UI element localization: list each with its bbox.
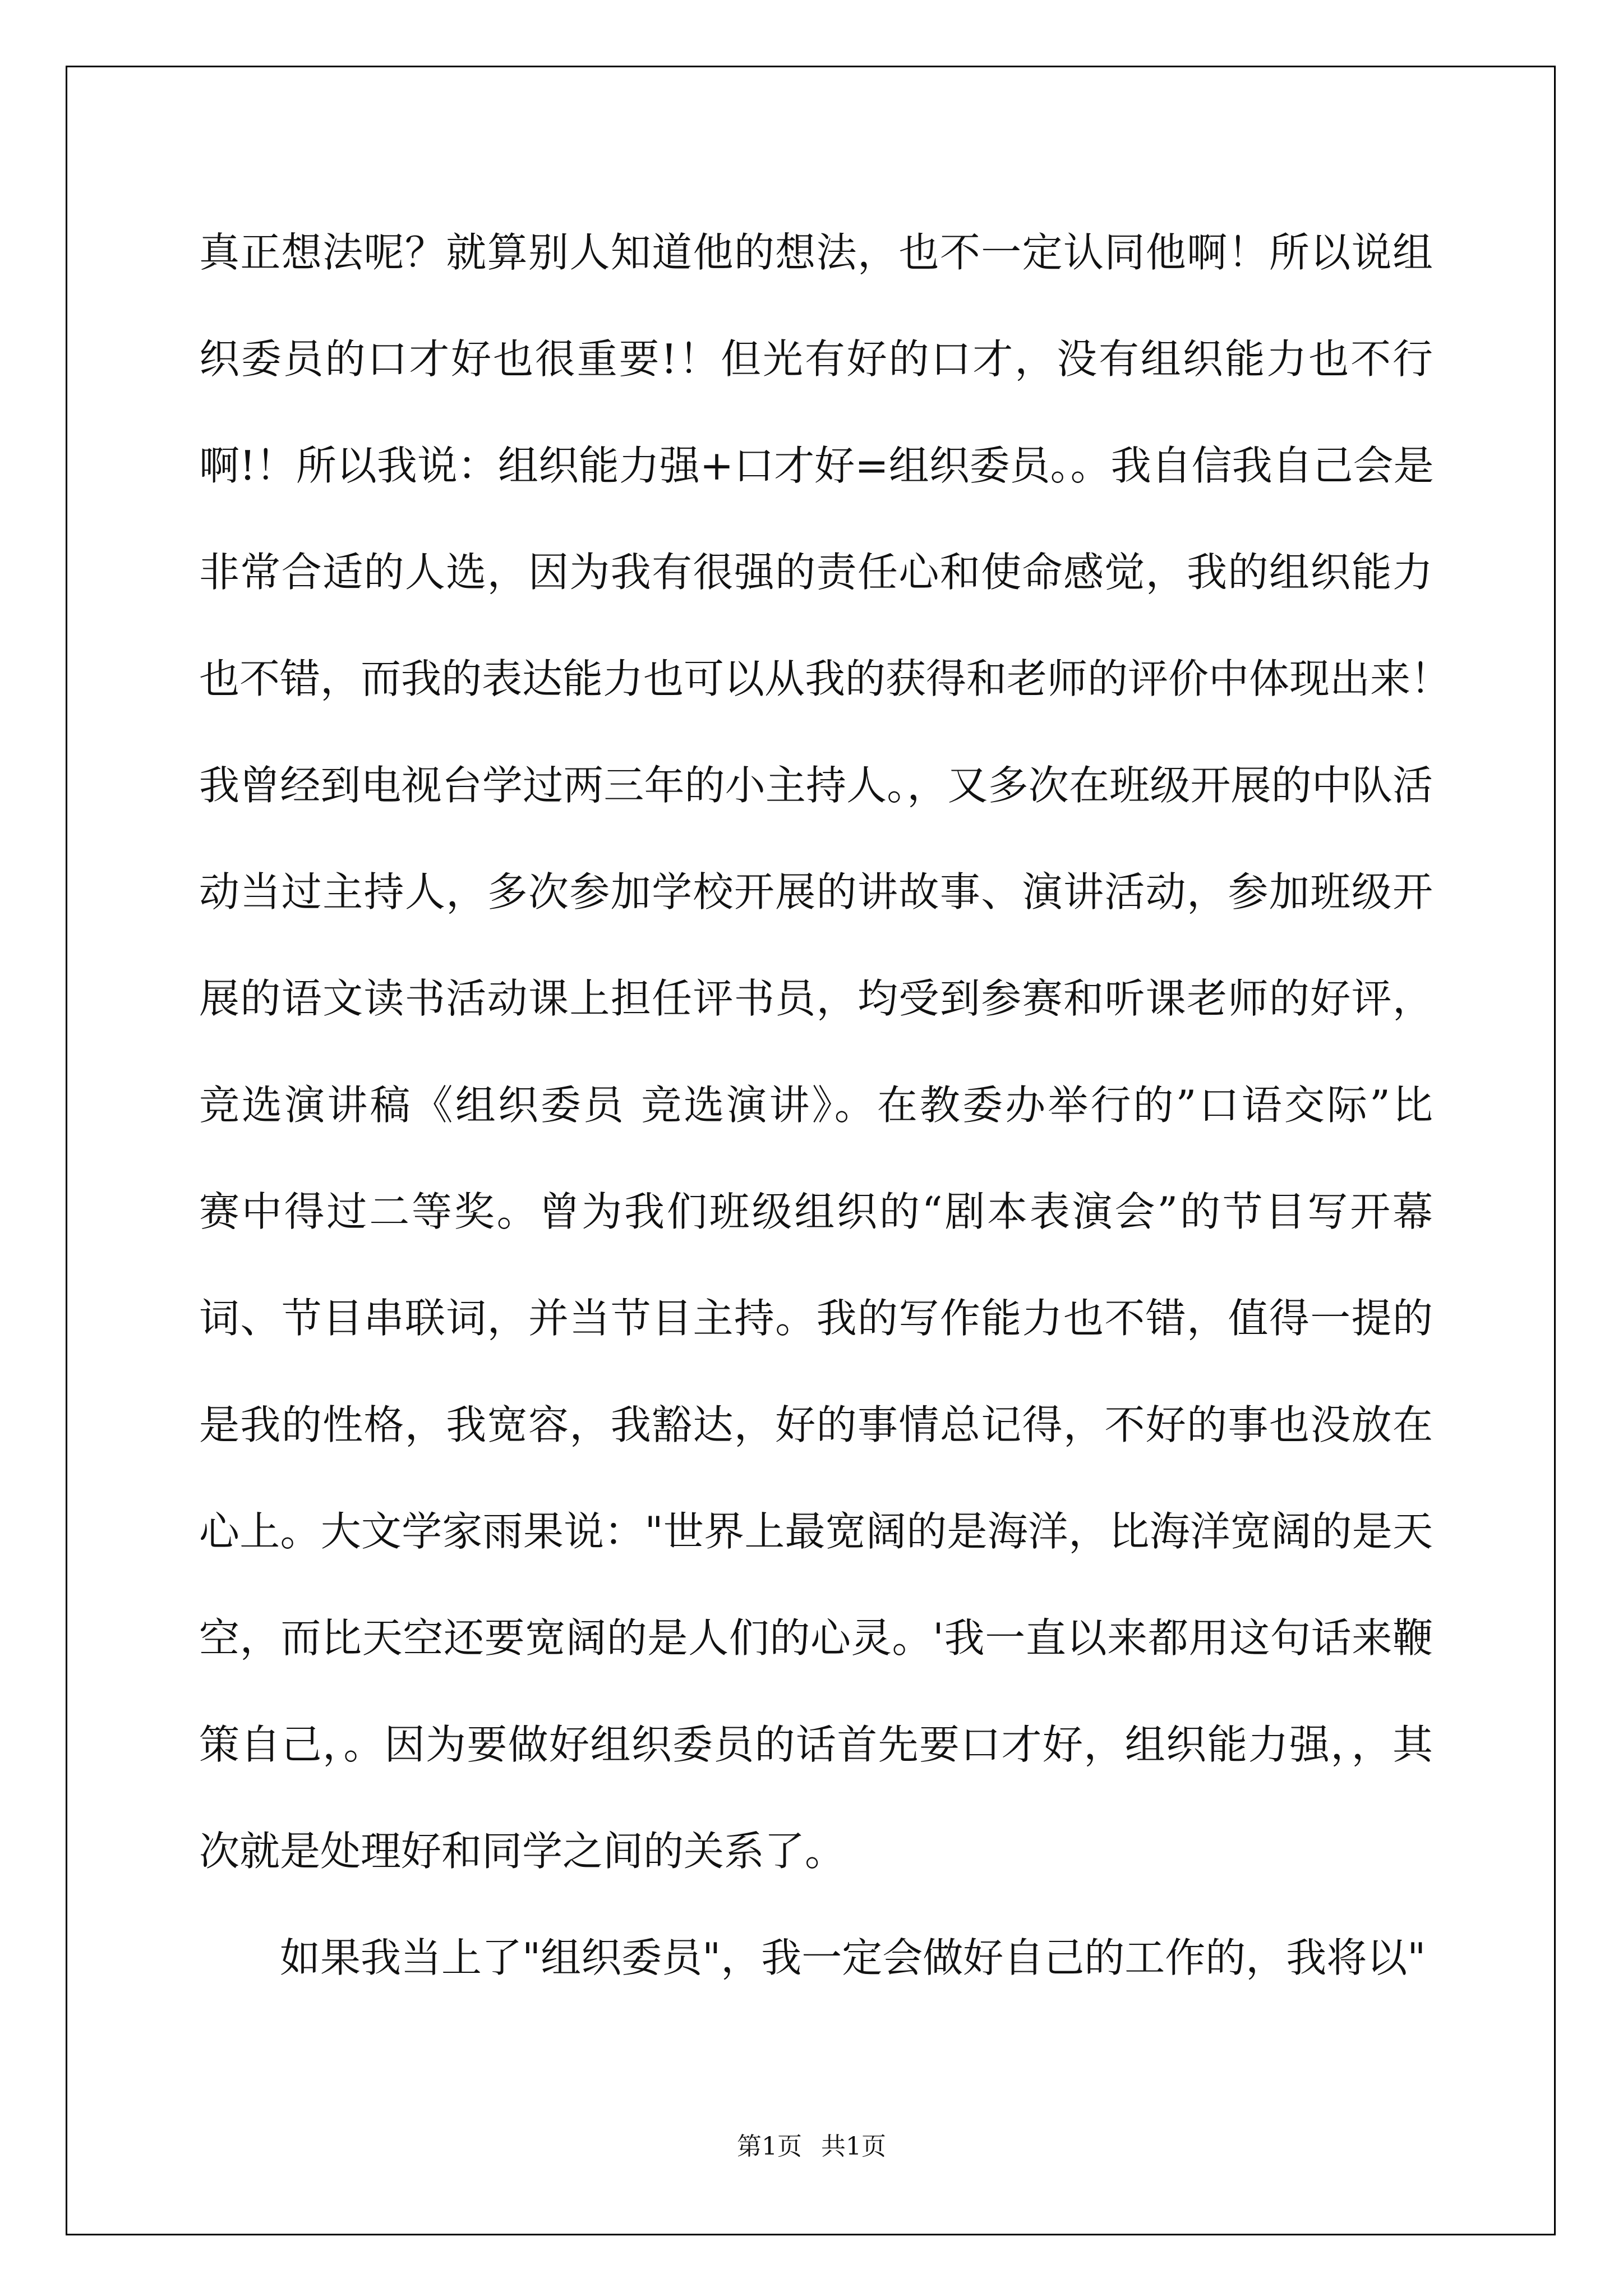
text-line: 织委员的口才好也很重要!！但光有好的口才，没有组织能力也不行 [199,335,1433,383]
text-line: 如果我当上了"组织委员"，我一定会做好自己的工作的，我将以" [280,1934,1426,1981]
page-number: 第1页 [737,2132,802,2161]
text-line: 空，而比天空还要宽阔的是人们的心灵。'我一直以来都用这句话来鞭 [199,1614,1433,1662]
text-line: 是我的性格，我宽容，我豁达，好的事情总记得，不好的事也没放在 [199,1401,1433,1448]
text-line: 啊!！所以我说：组织能力强+口才好=组织委员。。我自信我自己会是 [199,442,1434,489]
text-line: 词、节目串联词，并当节目主持。我的写作能力也不错，值得一提的 [199,1295,1433,1342]
page-total: 共1页 [821,2132,886,2161]
text-line: 赛中得过二等奖。曾为我们班级组织的“剧本表演会”的节目写开幕 [199,1188,1433,1235]
document-body [199,199,1451,2011]
text-line: 次就是处理好和同学之间的关系了。 [199,1828,846,1875]
text-line: 我曾经到电视台学过两三年的小主持人。，又多次在班级开展的中队活 [199,762,1433,809]
text-line: 心上。大文学家雨果说："世界上最宽阔的是海洋，比海洋宽阔的是天 [199,1508,1433,1555]
text-line: 动当过主持人，多次参加学校开展的讲故事、演讲活动，参加班级开 [199,868,1433,915]
text-line: 竞选演讲稿《组织委员 竞选演讲》。在教委办举行的”口语交际”比 [199,1082,1433,1129]
text-line: 真正想法呢？就算别人知道他的想法，也不一定认同他啊！所以说组 [199,229,1433,276]
text-line: 策自己，。因为要做好组织委员的话首先要口才好，组织能力强，，其 [199,1721,1433,1768]
text-line: 非常合适的人选，因为我有很强的责任心和使命感觉，我的组织能力 [199,549,1433,596]
text-line: 也不错，而我的表达能力也可以从我的获得和老师的评价中体现出来！ [199,655,1451,702]
text-line: 展的语文读书活动课上担任评书员，均受到参赛和听课老师的好评， [199,975,1433,1022]
page-footer [0,2126,1623,2162]
